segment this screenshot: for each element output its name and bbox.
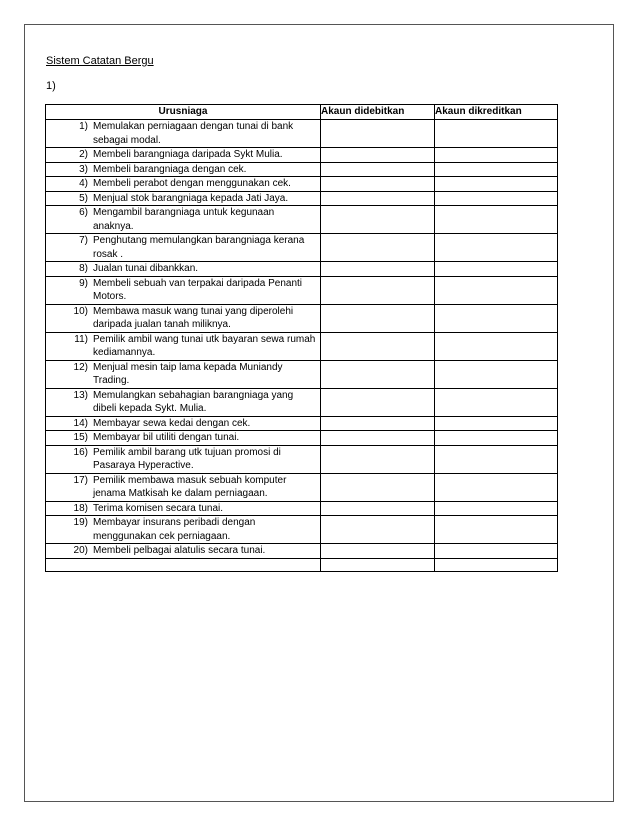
transaction-item bbox=[46, 163, 320, 177]
transaction-item bbox=[46, 148, 320, 162]
credit-account-cell[interactable] bbox=[435, 191, 558, 206]
table-row bbox=[46, 416, 558, 431]
transaction-number: 9) bbox=[79, 277, 88, 289]
debit-account-cell[interactable] bbox=[321, 206, 435, 234]
transaction-description: Pemilik membawa masuk sebuah komputer jenama Matkisah ke dalam perniagaan. bbox=[93, 474, 287, 499]
transaction-number: 5) bbox=[79, 192, 88, 204]
table-row bbox=[46, 276, 558, 304]
credit-account-cell[interactable] bbox=[435, 304, 558, 332]
transaction-description: Membeli sebuah van terpakai daripada Penanti Motors. bbox=[93, 277, 303, 302]
transaction-cell bbox=[46, 148, 321, 163]
transaction-item bbox=[46, 192, 320, 206]
header-urusniaga: Urusniaga bbox=[46, 105, 321, 120]
transaction-cell bbox=[46, 304, 321, 332]
transaction-description: Menjual stok barangniaga kepada Jati Jaya. bbox=[93, 192, 289, 204]
credit-account-cell[interactable] bbox=[435, 148, 558, 163]
transaction-number: 19) bbox=[73, 517, 88, 528]
debit-account-cell[interactable] bbox=[321, 473, 435, 501]
transaction-cell bbox=[46, 501, 321, 516]
debit-account-cell[interactable] bbox=[321, 416, 435, 431]
table-row bbox=[46, 177, 558, 192]
debit-account-cell[interactable] bbox=[321, 162, 435, 177]
table-row bbox=[46, 262, 558, 277]
table-row bbox=[46, 501, 558, 516]
transaction-cell bbox=[46, 276, 321, 304]
table-body bbox=[46, 120, 558, 572]
table-row bbox=[46, 162, 558, 177]
table-row bbox=[46, 234, 558, 262]
transaction-cell bbox=[46, 191, 321, 206]
transaction-cell bbox=[46, 445, 321, 473]
transaction-description: Membeli barangniaga dengan cek. bbox=[93, 163, 247, 175]
credit-account-cell[interactable] bbox=[435, 332, 558, 360]
transaction-cell bbox=[46, 262, 321, 277]
transaction-item bbox=[46, 262, 320, 276]
credit-account-cell[interactable] bbox=[435, 416, 558, 431]
transaction-number: 1) bbox=[79, 121, 88, 132]
transaction-cell bbox=[46, 234, 321, 262]
transaction-description: Mengambil barangniaga untuk kegunaan anaknya. bbox=[93, 207, 275, 232]
transaction-item bbox=[46, 234, 320, 261]
transaction-number: 12) bbox=[73, 361, 88, 373]
transaction-number: 14) bbox=[73, 417, 88, 429]
transaction-item bbox=[46, 502, 320, 516]
debit-account-cell[interactable] bbox=[321, 120, 435, 148]
transaction-cell bbox=[46, 388, 321, 416]
debit-account-cell[interactable] bbox=[321, 332, 435, 360]
transaction-cell bbox=[46, 360, 321, 388]
credit-account-cell[interactable] bbox=[435, 177, 558, 192]
transaction-item bbox=[46, 361, 320, 388]
transaction-number: 20) bbox=[73, 545, 88, 556]
transaction-description: Pemilik ambil wang tunai utk bayaran sewa rumah kediamannya. bbox=[93, 333, 316, 358]
transaction-cell bbox=[46, 177, 321, 192]
transaction-description: Membayar sewa kedai dengan cek. bbox=[93, 417, 251, 429]
transactions-table bbox=[45, 104, 558, 572]
transaction-item bbox=[46, 516, 320, 543]
debit-account-cell[interactable] bbox=[321, 276, 435, 304]
table-row bbox=[46, 148, 558, 163]
transaction-number: 6) bbox=[79, 207, 88, 218]
transaction-description: Pemilik ambil barang utk tujuan promosi di Pasaraya Hyperactive. bbox=[93, 446, 281, 471]
credit-account-cell[interactable] bbox=[435, 501, 558, 516]
transaction-cell bbox=[46, 162, 321, 177]
transaction-item bbox=[46, 389, 320, 416]
debit-account-cell[interactable] bbox=[321, 445, 435, 473]
transaction-description: Membeli barangniaga daripada Sykt Mulia. bbox=[93, 149, 283, 160]
debit-account-cell[interactable] bbox=[321, 501, 435, 516]
transaction-number: 4) bbox=[79, 178, 88, 189]
credit-account-cell[interactable] bbox=[435, 206, 558, 234]
credit-account-cell[interactable] bbox=[435, 234, 558, 262]
transaction-description: Membayar insurans peribadi dengan menggunakan cek perniagaan. bbox=[93, 517, 256, 542]
transaction-description: Membawa masuk wang tunai yang diperolehi daripada jualan tanah miliknya. bbox=[93, 305, 294, 330]
transaction-number: 15) bbox=[73, 432, 88, 443]
credit-account-cell[interactable] bbox=[435, 120, 558, 148]
empty-credit-cell bbox=[435, 558, 558, 571]
empty-transaction-cell bbox=[46, 558, 321, 571]
credit-account-cell[interactable] bbox=[435, 276, 558, 304]
transaction-number: 2) bbox=[79, 149, 88, 160]
debit-account-cell[interactable] bbox=[321, 388, 435, 416]
debit-account-cell[interactable] bbox=[321, 431, 435, 446]
transaction-description: Terima komisen secara tunai. bbox=[93, 502, 224, 514]
transaction-item bbox=[46, 305, 320, 332]
transaction-description: Memulakan perniagaan dengan tunai di bank sebagai modal. bbox=[93, 121, 294, 146]
transaction-item bbox=[46, 120, 320, 147]
transaction-number: 3) bbox=[79, 163, 88, 175]
table-row bbox=[46, 473, 558, 501]
transaction-description: Membeli perabot dengan menggunakan cek. bbox=[93, 178, 291, 189]
header-akaun-dikreditkan: Akaun dikreditkan bbox=[435, 105, 558, 120]
transaction-number: 10) bbox=[73, 305, 88, 317]
transaction-item bbox=[46, 333, 320, 360]
credit-account-cell[interactable] bbox=[435, 544, 558, 559]
debit-account-cell[interactable] bbox=[321, 234, 435, 262]
transaction-item bbox=[46, 431, 320, 445]
header-akaun-didebitkan: Akaun didebitkan bbox=[321, 105, 435, 120]
credit-account-cell[interactable] bbox=[435, 262, 558, 277]
transaction-number: 18) bbox=[73, 502, 88, 514]
question-number: 1) bbox=[46, 80, 56, 92]
empty-table-row bbox=[46, 558, 558, 571]
transaction-cell bbox=[46, 544, 321, 559]
transaction-description: Jualan tunai dibankkan. bbox=[93, 263, 199, 274]
transaction-item bbox=[46, 177, 320, 191]
transaction-description: Membayar bil utiliti dengan tunai. bbox=[93, 432, 240, 443]
transaction-cell bbox=[46, 431, 321, 446]
table-header-row bbox=[46, 105, 558, 120]
transaction-cell bbox=[46, 206, 321, 234]
transaction-item bbox=[46, 206, 320, 233]
transaction-description: Menjual mesin taip lama kepada Muniandy Trading. bbox=[93, 361, 283, 386]
credit-account-cell[interactable] bbox=[435, 360, 558, 388]
transaction-description: Penghutang memulangkan barangniaga kerana rosak . bbox=[93, 235, 305, 260]
debit-account-cell[interactable] bbox=[321, 177, 435, 192]
table-row bbox=[46, 360, 558, 388]
transaction-item bbox=[46, 277, 320, 304]
empty-debit-cell bbox=[321, 558, 435, 571]
debit-account-cell[interactable] bbox=[321, 304, 435, 332]
debit-account-cell[interactable] bbox=[321, 516, 435, 544]
transaction-item bbox=[46, 474, 320, 501]
transaction-number: 17) bbox=[73, 474, 88, 486]
credit-account-cell[interactable] bbox=[435, 473, 558, 501]
credit-account-cell[interactable] bbox=[435, 162, 558, 177]
table-row bbox=[46, 516, 558, 544]
transaction-item bbox=[46, 544, 320, 558]
transaction-description: Membeli pelbagai alatulis secara tunai. bbox=[93, 545, 266, 556]
transaction-cell bbox=[46, 473, 321, 501]
table-row bbox=[46, 445, 558, 473]
transaction-item bbox=[46, 446, 320, 473]
debit-account-cell[interactable] bbox=[321, 360, 435, 388]
table-row bbox=[46, 544, 558, 559]
credit-account-cell[interactable] bbox=[435, 445, 558, 473]
credit-account-cell[interactable] bbox=[435, 388, 558, 416]
table-row bbox=[46, 191, 558, 206]
transaction-cell bbox=[46, 416, 321, 431]
transaction-number: 13) bbox=[73, 389, 88, 401]
transaction-cell bbox=[46, 120, 321, 148]
transaction-cell bbox=[46, 332, 321, 360]
debit-account-cell[interactable] bbox=[321, 262, 435, 277]
table-row bbox=[46, 206, 558, 234]
transaction-number: 7) bbox=[79, 235, 88, 246]
transaction-number: 8) bbox=[79, 263, 88, 274]
debit-account-cell[interactable] bbox=[321, 148, 435, 163]
debit-account-cell[interactable] bbox=[321, 191, 435, 206]
table-row bbox=[46, 431, 558, 446]
document-title: Sistem Catatan Bergu bbox=[46, 55, 154, 67]
table-row bbox=[46, 120, 558, 148]
transaction-description: Memulangkan sebahagian barangniaga yang dibeli kepada Sykt. Mulia. bbox=[93, 389, 294, 414]
debit-account-cell[interactable] bbox=[321, 544, 435, 559]
transaction-number: 11) bbox=[74, 333, 88, 345]
transaction-cell bbox=[46, 516, 321, 544]
table-row bbox=[46, 388, 558, 416]
table-row bbox=[46, 304, 558, 332]
credit-account-cell[interactable] bbox=[435, 431, 558, 446]
credit-account-cell[interactable] bbox=[435, 516, 558, 544]
transaction-number: 16) bbox=[73, 446, 88, 458]
table-row bbox=[46, 332, 558, 360]
transaction-item bbox=[46, 417, 320, 431]
